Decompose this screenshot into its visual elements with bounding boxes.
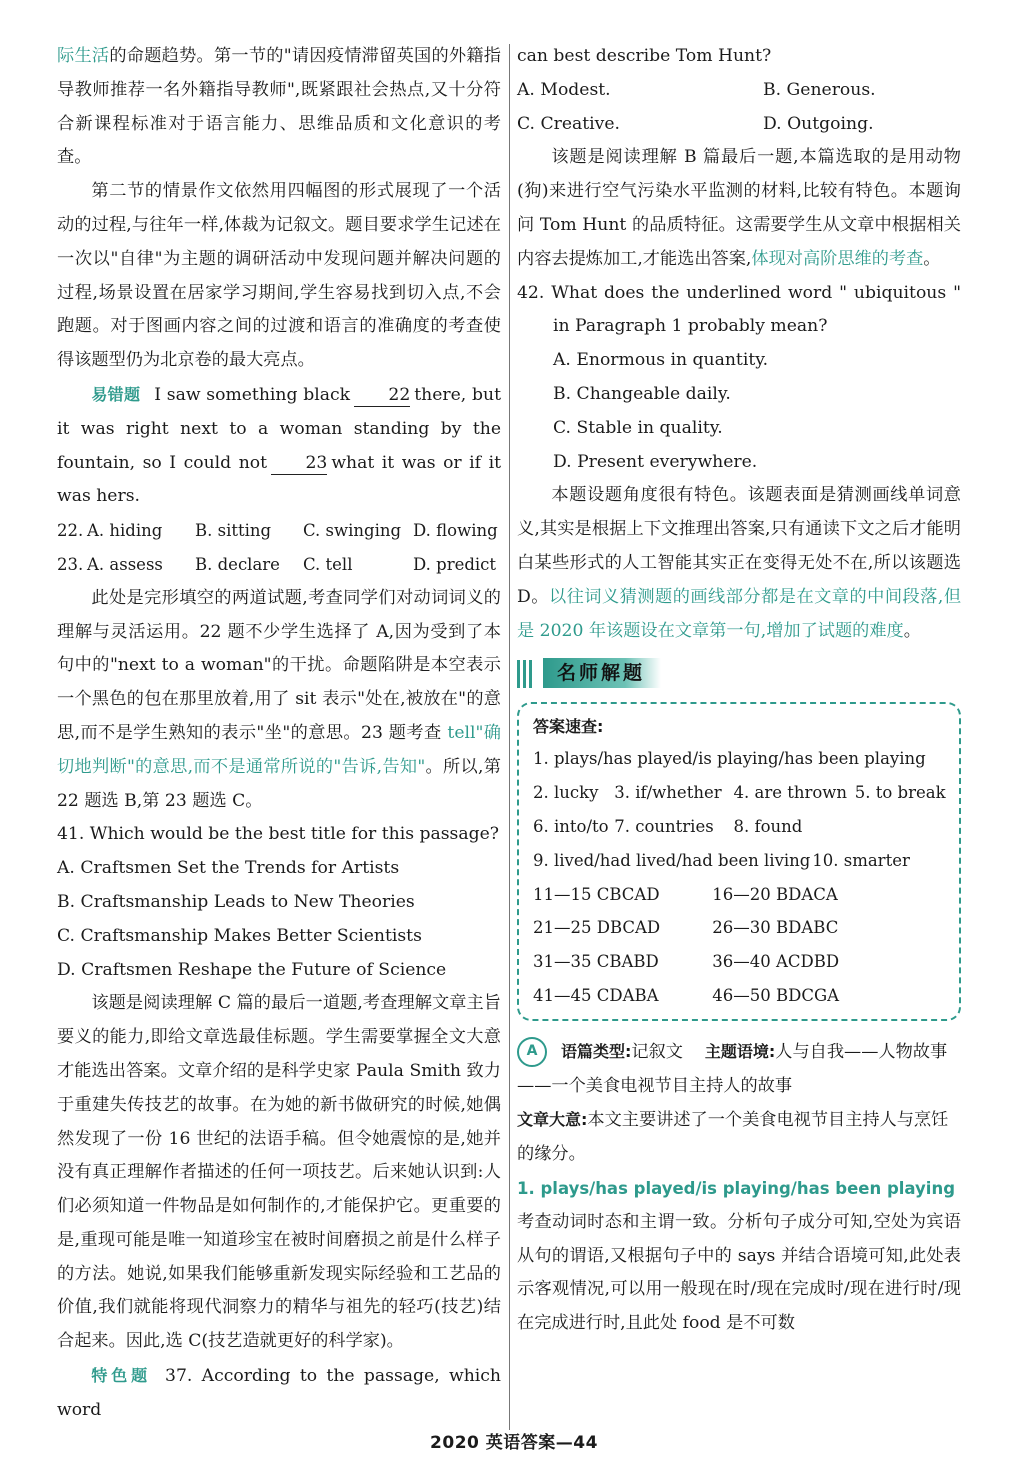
question-41-option-b: B. Craftsmanship Leads to New Theories xyxy=(57,891,415,912)
passage-a-info: A 语篇类型:记叙文 主题语境:人与自我——人物故事——一个美食电视节目主持人的故事 xyxy=(517,1035,961,1104)
question-37-continuation: can best describe Tom Hunt? xyxy=(517,46,772,66)
paragraph-q42-analysis: 本题设题角度很有特色。该题表面是猜测画线单词意义,其实是根据上下文推理出答案,只有通读下文之后才能明白某些形式的人工智能其实正在变得无处不在,所以该题选 D。以往词义猜测题的画线部分都是在文章的中间段落,但是 2020 年该题设在文章第一句,增加了试题的难度。 xyxy=(517,485,962,641)
answer-row: 6. into/to 7. countries 8. found xyxy=(533,816,803,836)
answer-row: 31—35 CBABD 36—40 ACDBD xyxy=(533,952,840,972)
paragraph-item-1-analysis: 考查动词时态和主谓一致。分析句子成分可知,空处为宾语从句的谓语,又根据句子中的 says 并结合语境可知,此处表示客观情况,可以用一般现在时/现在完成时/现在进行时/现在完成进行时,且此处 food 是不可数 xyxy=(517,1211,961,1334)
paragraph-trend: 际生活的命题趋势。第一节的"请因疫情滞留英国的外籍指导教师推荐一名外籍指导教师",既紧跟社会热点,又十分符合新课程标准对于语言能力、思维品质和文化意识的考查。 xyxy=(57,46,501,168)
question-41: 41. Which would be the best title for this passage? xyxy=(57,824,500,845)
question-41-option-c: C. Craftsmanship Makes Better Scientists xyxy=(57,925,422,946)
answer-row: 9. lived/had lived/had been living 10. smarter xyxy=(533,850,910,870)
answer-row: 1. plays/has played/is playing/has been playing xyxy=(533,749,926,769)
paragraph-featured-question: 特色题 37. According to the passage, which word xyxy=(57,1366,501,1420)
answer-row: 41—45 CDABA 46—50 BDCGA xyxy=(533,985,840,1005)
question-41-option-a: A. Craftsmen Set the Trends for Artists xyxy=(57,858,400,879)
paragraph-error-prone: 易错题 I saw something black 22 there, but it was right next to a woman standing by the fountain, so I could not 23 what it was or if it was hers. xyxy=(57,384,501,507)
left-column xyxy=(57,40,501,1428)
question-42-option-b: B. Changeable daily. xyxy=(553,383,731,404)
featured-tag: 特色题 xyxy=(91,1366,152,1386)
question-23-options: 23. A. assess B. declare C. tell D. predict xyxy=(57,554,497,574)
column-divider xyxy=(509,44,510,1430)
paragraph-reading-c-analysis: 该题是阅读理解 C 篇的最后一道题,考查理解文章主旨要义的能力,即给文章选最佳标题。学生需要掌握全文大意才能选出答案。文章介绍的是科学史家 Paula Smith 致力于重建失传技艺的故事。在为她的新书做研究的时候,她偶然发现了一份 16 世纪的法语手稿。但令她震惊的是,她并没有真正理解作者描述的任何一项技艺。后来她认识到:人们必须知道一件物品是如何制作的,才能保护它。更重要的是,重现可能是唯一知道珍宝在被时间磨损之前是什么样子的方法。她说,如果我们能够重新发现实际经验和工艺品的价值,我们就能将现代洞察力的精华与祖先的轻巧(技艺)结合起来。因此,选 C(技艺造就更好的科学家)。 xyxy=(57,993,501,1352)
question-42-option-d: D. Present everywhere. xyxy=(553,451,758,472)
question-37-options-row1: A. Modest. B. Generous. xyxy=(517,79,876,100)
passage-summary: 文章大意:本文主要讲述了一个美食电视节目主持人与烹饪的缘分。 xyxy=(517,1110,949,1165)
blank-23: 23 xyxy=(271,452,327,475)
question-22-options: 22. A. hiding B. sitting C. swinging D. flowing xyxy=(57,521,498,541)
question-42-option-a: A. Enormous in quantity. xyxy=(553,350,769,371)
question-41-option-d: D. Craftsmen Reshape the Future of Science xyxy=(57,959,447,980)
answer-key-heading: 答案速查: xyxy=(533,717,604,737)
right-column xyxy=(517,40,961,1341)
passage-a-icon: A xyxy=(517,1037,547,1067)
page-footer: 2020 英语答案—44 xyxy=(430,1433,598,1453)
item-1-answer: 1. plays/has played/is playing/has been playing xyxy=(517,1178,956,1198)
answer-row: 2. lucky 3. if/whether 4. are thrown 5. to break xyxy=(533,783,946,803)
paragraph-reading-b-analysis: 该题是阅读理解 B 篇最后一题,本篇选取的是用动物(狗)来进行空气污染水平监测的材料,比较有特色。本题询问 Tom Hunt 的品质特征。这需要学生从文章中根据相关内容去提炼加工,才能选出答案,体现对高阶思维的考查。 xyxy=(517,147,961,269)
answer-row: 11—15 CBCAD 16—20 BDACA xyxy=(533,884,838,904)
section-title: 名师解题 xyxy=(543,658,661,688)
blank-22: 22 xyxy=(354,384,410,407)
question-42-option-c: C. Stable in quality. xyxy=(553,417,723,438)
question-37-options-row2: C. Creative. D. Outgoing. xyxy=(517,113,874,134)
paragraph-writing-task: 第二节的情景作文依然用四幅图的形式展现了一个活动的过程,与往年一样,体裁为记叙文。题目要求学生记述在一次以"自律"为主题的调研活动中发现问题并解决问题的过程,场景设置在居家学习期间,学生容易找到切入点,不会跑题。对于图画内容之间的过渡和语言的准确度的考查使得该题型仍为北京卷的最大亮点。 xyxy=(57,181,501,371)
question-42: 42. What does the underlined word " ubiquitous " in Paragraph 1 probably mean? xyxy=(517,282,961,337)
paragraph-cloze-analysis: 此处是完形填空的两道试题,考查同学们对动词词义的理解与灵活运用。22 题不少学生选择了 A,因为受到了本句中的"next to a woman"的干扰。命题陷阱是本空表示一个黑色的包在那里放着,用了 sit 表示"处在,被放在"的意思,而不是学生熟知的表示"坐"的意思。23 题考查 tell"确切地判断"的意思,而不是通常所说的"告诉,告知"。所以,第 22 题选 B,第 23 题选 C。 xyxy=(57,587,501,811)
section-bars-icon xyxy=(517,660,535,688)
error-prone-tag: 易错题 xyxy=(91,384,141,404)
section-header xyxy=(517,654,961,694)
answer-row: 21—25 DBCAD 26—30 BDABC xyxy=(533,918,839,938)
answer-key-box xyxy=(517,702,961,1020)
